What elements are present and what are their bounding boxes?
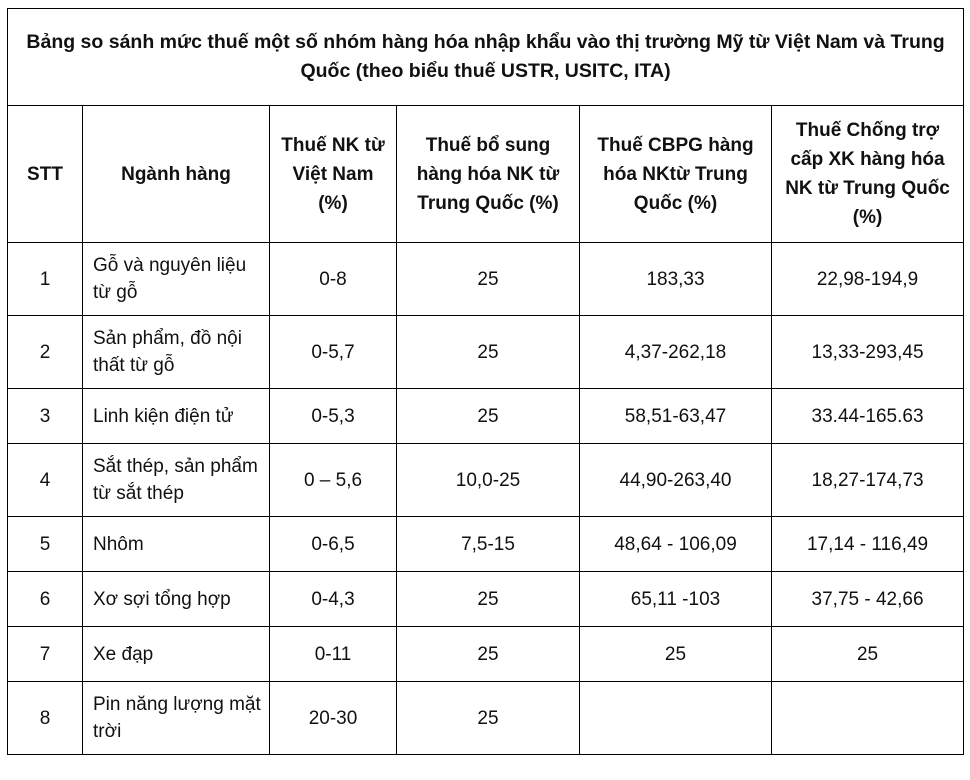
cell-thue-bo-sung: 7,5-15 (397, 517, 580, 572)
cell-thue-nk-vn: 0-4,3 (270, 572, 397, 627)
cell-thue-nk-vn: 0-5,7 (270, 316, 397, 389)
cell-stt: 1 (8, 243, 83, 316)
cell-nganh-hang: Gỗ và nguyên liệu từ gỗ (83, 243, 270, 316)
table-row (8, 572, 964, 627)
cell-nganh-hang: Xơ sợi tổng hợp (83, 572, 270, 627)
cell-thue-chong-tro-cap: 25 (772, 627, 964, 682)
cell-thue-chong-tro-cap (772, 682, 964, 755)
tariff-comparison-document (7, 8, 963, 755)
cell-thue-nk-vn: 0 – 5,6 (270, 444, 397, 517)
table-row (8, 517, 964, 572)
tariff-table (7, 8, 964, 755)
cell-thue-cbpg: 25 (580, 627, 772, 682)
header-row (8, 106, 964, 243)
cell-thue-nk-vn: 0-8 (270, 243, 397, 316)
cell-stt: 7 (8, 627, 83, 682)
cell-nganh-hang: Sắt thép, sản phẩm từ sắt thép (83, 444, 270, 517)
table-row (8, 682, 964, 755)
cell-nganh-hang: Nhôm (83, 517, 270, 572)
cell-nganh-hang: Xe đạp (83, 627, 270, 682)
table-row (8, 389, 964, 444)
header-nganh-hang: Ngành hàng (83, 106, 270, 243)
cell-stt: 3 (8, 389, 83, 444)
cell-thue-cbpg: 65,11 -103 (580, 572, 772, 627)
cell-thue-cbpg: 44,90-263,40 (580, 444, 772, 517)
table-title: Bảng so sánh mức thuế một số nhóm hàng hóa nhập khẩu vào thị trường Mỹ từ Việt Nam và Trung Quốc (theo biểu thuế USTR, USITC, ITA) (8, 9, 964, 106)
cell-thue-bo-sung: 25 (397, 572, 580, 627)
table-row (8, 316, 964, 389)
cell-thue-cbpg: 4,37-262,18 (580, 316, 772, 389)
header-thue-cbpg: Thuế CBPG hàng hóa NKtừ Trung Quốc (%) (580, 106, 772, 243)
cell-thue-bo-sung: 25 (397, 682, 580, 755)
header-thue-nk-vn: Thuế NK từ Việt Nam (%) (270, 106, 397, 243)
cell-stt: 4 (8, 444, 83, 517)
table-row (8, 243, 964, 316)
cell-thue-cbpg (580, 682, 772, 755)
cell-thue-chong-tro-cap: 17,14 - 116,49 (772, 517, 964, 572)
table-row (8, 627, 964, 682)
cell-thue-chong-tro-cap: 33.44-165.63 (772, 389, 964, 444)
cell-thue-bo-sung: 25 (397, 243, 580, 316)
cell-thue-nk-vn: 20-30 (270, 682, 397, 755)
cell-thue-chong-tro-cap: 13,33-293,45 (772, 316, 964, 389)
cell-thue-cbpg: 58,51-63,47 (580, 389, 772, 444)
cell-stt: 6 (8, 572, 83, 627)
cell-thue-bo-sung: 25 (397, 627, 580, 682)
header-thue-bo-sung: Thuế bổ sung hàng hóa NK từ Trung Quốc (%) (397, 106, 580, 243)
cell-stt: 8 (8, 682, 83, 755)
cell-nganh-hang: Linh kiện điện tử (83, 389, 270, 444)
table-row (8, 444, 964, 517)
cell-thue-chong-tro-cap: 18,27-174,73 (772, 444, 964, 517)
cell-thue-nk-vn: 0-5,3 (270, 389, 397, 444)
cell-thue-bo-sung: 10,0-25 (397, 444, 580, 517)
cell-thue-bo-sung: 25 (397, 389, 580, 444)
cell-thue-nk-vn: 0-6,5 (270, 517, 397, 572)
header-thue-chong-tro-cap: Thuế Chống trợ cấp XK hàng hóa NK từ Trung Quốc (%) (772, 106, 964, 243)
cell-thue-chong-tro-cap: 37,75 - 42,66 (772, 572, 964, 627)
cell-thue-cbpg: 48,64 - 106,09 (580, 517, 772, 572)
cell-thue-nk-vn: 0-11 (270, 627, 397, 682)
cell-stt: 5 (8, 517, 83, 572)
cell-nganh-hang: Sản phẩm, đồ nội thất từ gỗ (83, 316, 270, 389)
cell-nganh-hang: Pin năng lượng mặt trời (83, 682, 270, 755)
header-stt: STT (8, 106, 83, 243)
cell-thue-cbpg: 183,33 (580, 243, 772, 316)
cell-thue-bo-sung: 25 (397, 316, 580, 389)
cell-thue-chong-tro-cap: 22,98-194,9 (772, 243, 964, 316)
cell-stt: 2 (8, 316, 83, 389)
